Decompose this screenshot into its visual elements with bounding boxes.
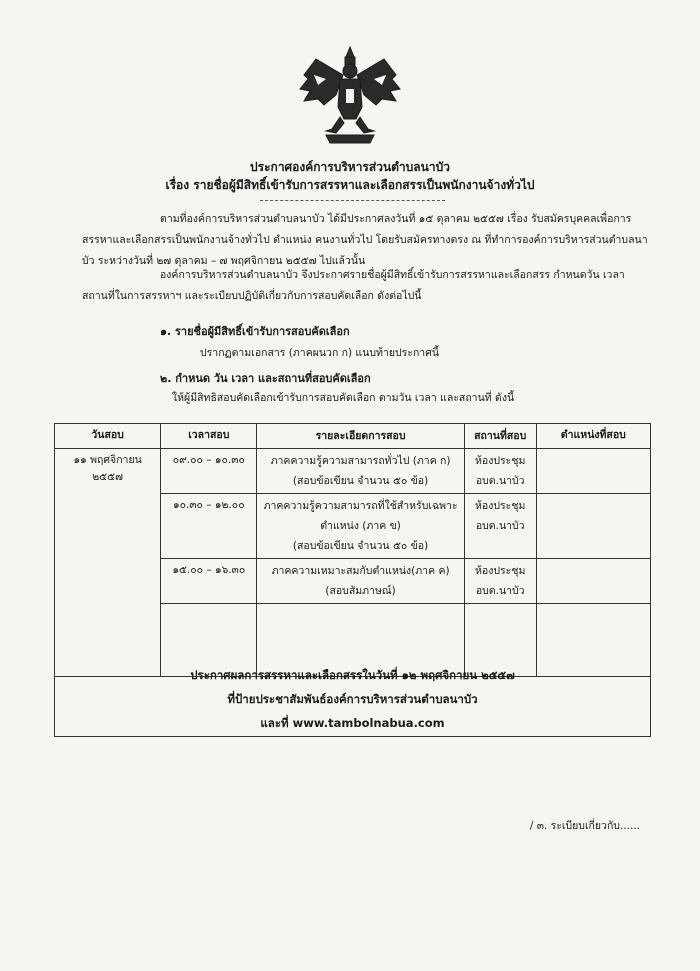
result-website: และที่ www.tambolnabua.com [260, 716, 445, 730]
exam-detail-line: ตำแหน่ง (ภาค ข) [320, 520, 401, 532]
result-announcement-box [54, 659, 651, 737]
col-header-time: เวลาสอบ [161, 424, 257, 449]
col-header-date: วันสอบ [55, 424, 161, 449]
intro-paragraph [82, 209, 652, 272]
exam-time: ๑๐.๓๐ – ๑๒.๐๐ [161, 494, 257, 559]
exam-detail [257, 494, 464, 559]
section-2-heading: ๒. กำหนด วัน เวลา และสถานที่สอบคัดเลือก [160, 372, 371, 385]
result-line: ประกาศผลการสรรหาและเลือกสรรในวันที่ ๑๒ พฤศจิกายน ๒๕๕๗ [190, 668, 515, 682]
col-header-place: สถานที่สอบ [464, 424, 536, 449]
exam-detail [257, 449, 464, 494]
col-header-position: ตำแหน่งที่สอบ [536, 424, 650, 449]
exam-date-cell [55, 449, 161, 677]
exam-schedule-table [54, 423, 651, 677]
announcement-paragraph [82, 265, 652, 307]
exam-place-line: ห้องประชุม [475, 565, 526, 577]
exam-time: ๐๙.๐๐ – ๑๐.๓๐ [161, 449, 257, 494]
exam-time: ๑๕.๐๐ – ๑๖.๓๐ [161, 559, 257, 604]
garuda-emblem-icon [296, 45, 404, 145]
section-1-heading: ๑. รายชื่อผู้มีสิทธิ์เข้ารับการสอบคัดเลือก [160, 325, 350, 338]
exam-place [464, 449, 536, 494]
exam-detail-line: ภาคความรู้ความสามารถทั่วไป (ภาค ก) [270, 455, 451, 467]
exam-date-line2: ๒๕๕๗ [92, 471, 123, 483]
intro-text: ตามที่องค์การบริหารส่วนตำบลนาบัว ได้มีประกาศลงวันที่ ๑๕ ตุลาคม ๒๕๕๗ เรื่อง รับสมัครบุคคลเพื่อการสรรหาและเลือกสรรเป็นพนักงานจ้างทั่วไป ตำแหน่ง คนงานทั่วไป โดยรับสมัครทางตรง ณ ที่ทำการองค์การบริหารส่วนตำบลนาบัว ระหว่างวันที่ ๒๗ ตุลาคม – ๗ พฤศจิกายน ๒๕๕๗ ไปแล้วนั้น [82, 213, 648, 267]
announcement-text: องค์การบริหารส่วนตำบลนาบัว จึงประกาศรายชื่อผู้มีสิทธิ์เข้ารับการสรรหาและเลือกสรร กำหนดวัน เวลา สถานที่ในการสรรหาฯ และระเบียบปฏิบัติเกี่ยวกับการสอบคัดเลือก ดังต่อไปนี้ [82, 269, 625, 302]
table-header-row [55, 424, 651, 449]
exam-position [536, 559, 650, 604]
section-2-text: ให้ผู้มีสิทธิสอบคัดเลือกเข้ารับการสอบคัดเลือก ตามวัน เวลา และสถานที่ ดังนี้ [172, 392, 515, 404]
announcement-subject: เรื่อง รายชื่อผู้มีสิทธิ์เข้ารับการสรรหาและเลือกสรรเป็นพนักงานจ้างทั่วไป [165, 178, 535, 192]
section-1-text: ปรากฏตามเอกสาร (ภาคผนวก ก) แนบท้ายประกาศนี้ [200, 347, 440, 359]
exam-place-line: ห้องประชุม [475, 500, 526, 512]
exam-detail-line: ภาคความรู้ความสามารถที่ใช้สำหรับเฉพาะ [263, 500, 458, 512]
result-line: ที่ป้ายประชาสัมพันธ์องค์การบริหารส่วนตำบลนาบัว [227, 692, 478, 706]
exam-place [464, 494, 536, 559]
exam-position [536, 494, 650, 559]
exam-detail-line: ภาคความเหมาะสมกับตำแหน่ง(ภาค ค) [271, 565, 450, 577]
col-header-detail: รายละเอียดการสอบ [257, 424, 464, 449]
exam-place-line: อบต.นาบัว [475, 520, 525, 532]
exam-date-line1: ๑๑ พฤศจิกายน [73, 454, 142, 466]
exam-place-line: อบต.นาบัว [475, 585, 525, 597]
exam-detail [257, 559, 464, 604]
exam-place-line: ห้องประชุม [475, 455, 526, 467]
exam-place [464, 559, 536, 604]
separator-line [260, 200, 445, 201]
exam-position [536, 449, 650, 494]
announcement-title: ประกาศองค์การบริหารส่วนตำบลนาบัว [250, 160, 450, 174]
continuation-note: / ๓. ระเบียบเกี่ยวกับ...... [529, 820, 640, 832]
exam-place-line: อบต.นาบัว [475, 475, 525, 487]
exam-detail-line: (สอบสัมภาษณ์) [325, 585, 396, 597]
table-row [55, 449, 651, 494]
exam-detail-line: (สอบข้อเขียน จำนวน ๕๐ ข้อ) [292, 475, 429, 487]
exam-detail-line: (สอบข้อเขียน จำนวน ๕๐ ข้อ) [292, 540, 429, 552]
